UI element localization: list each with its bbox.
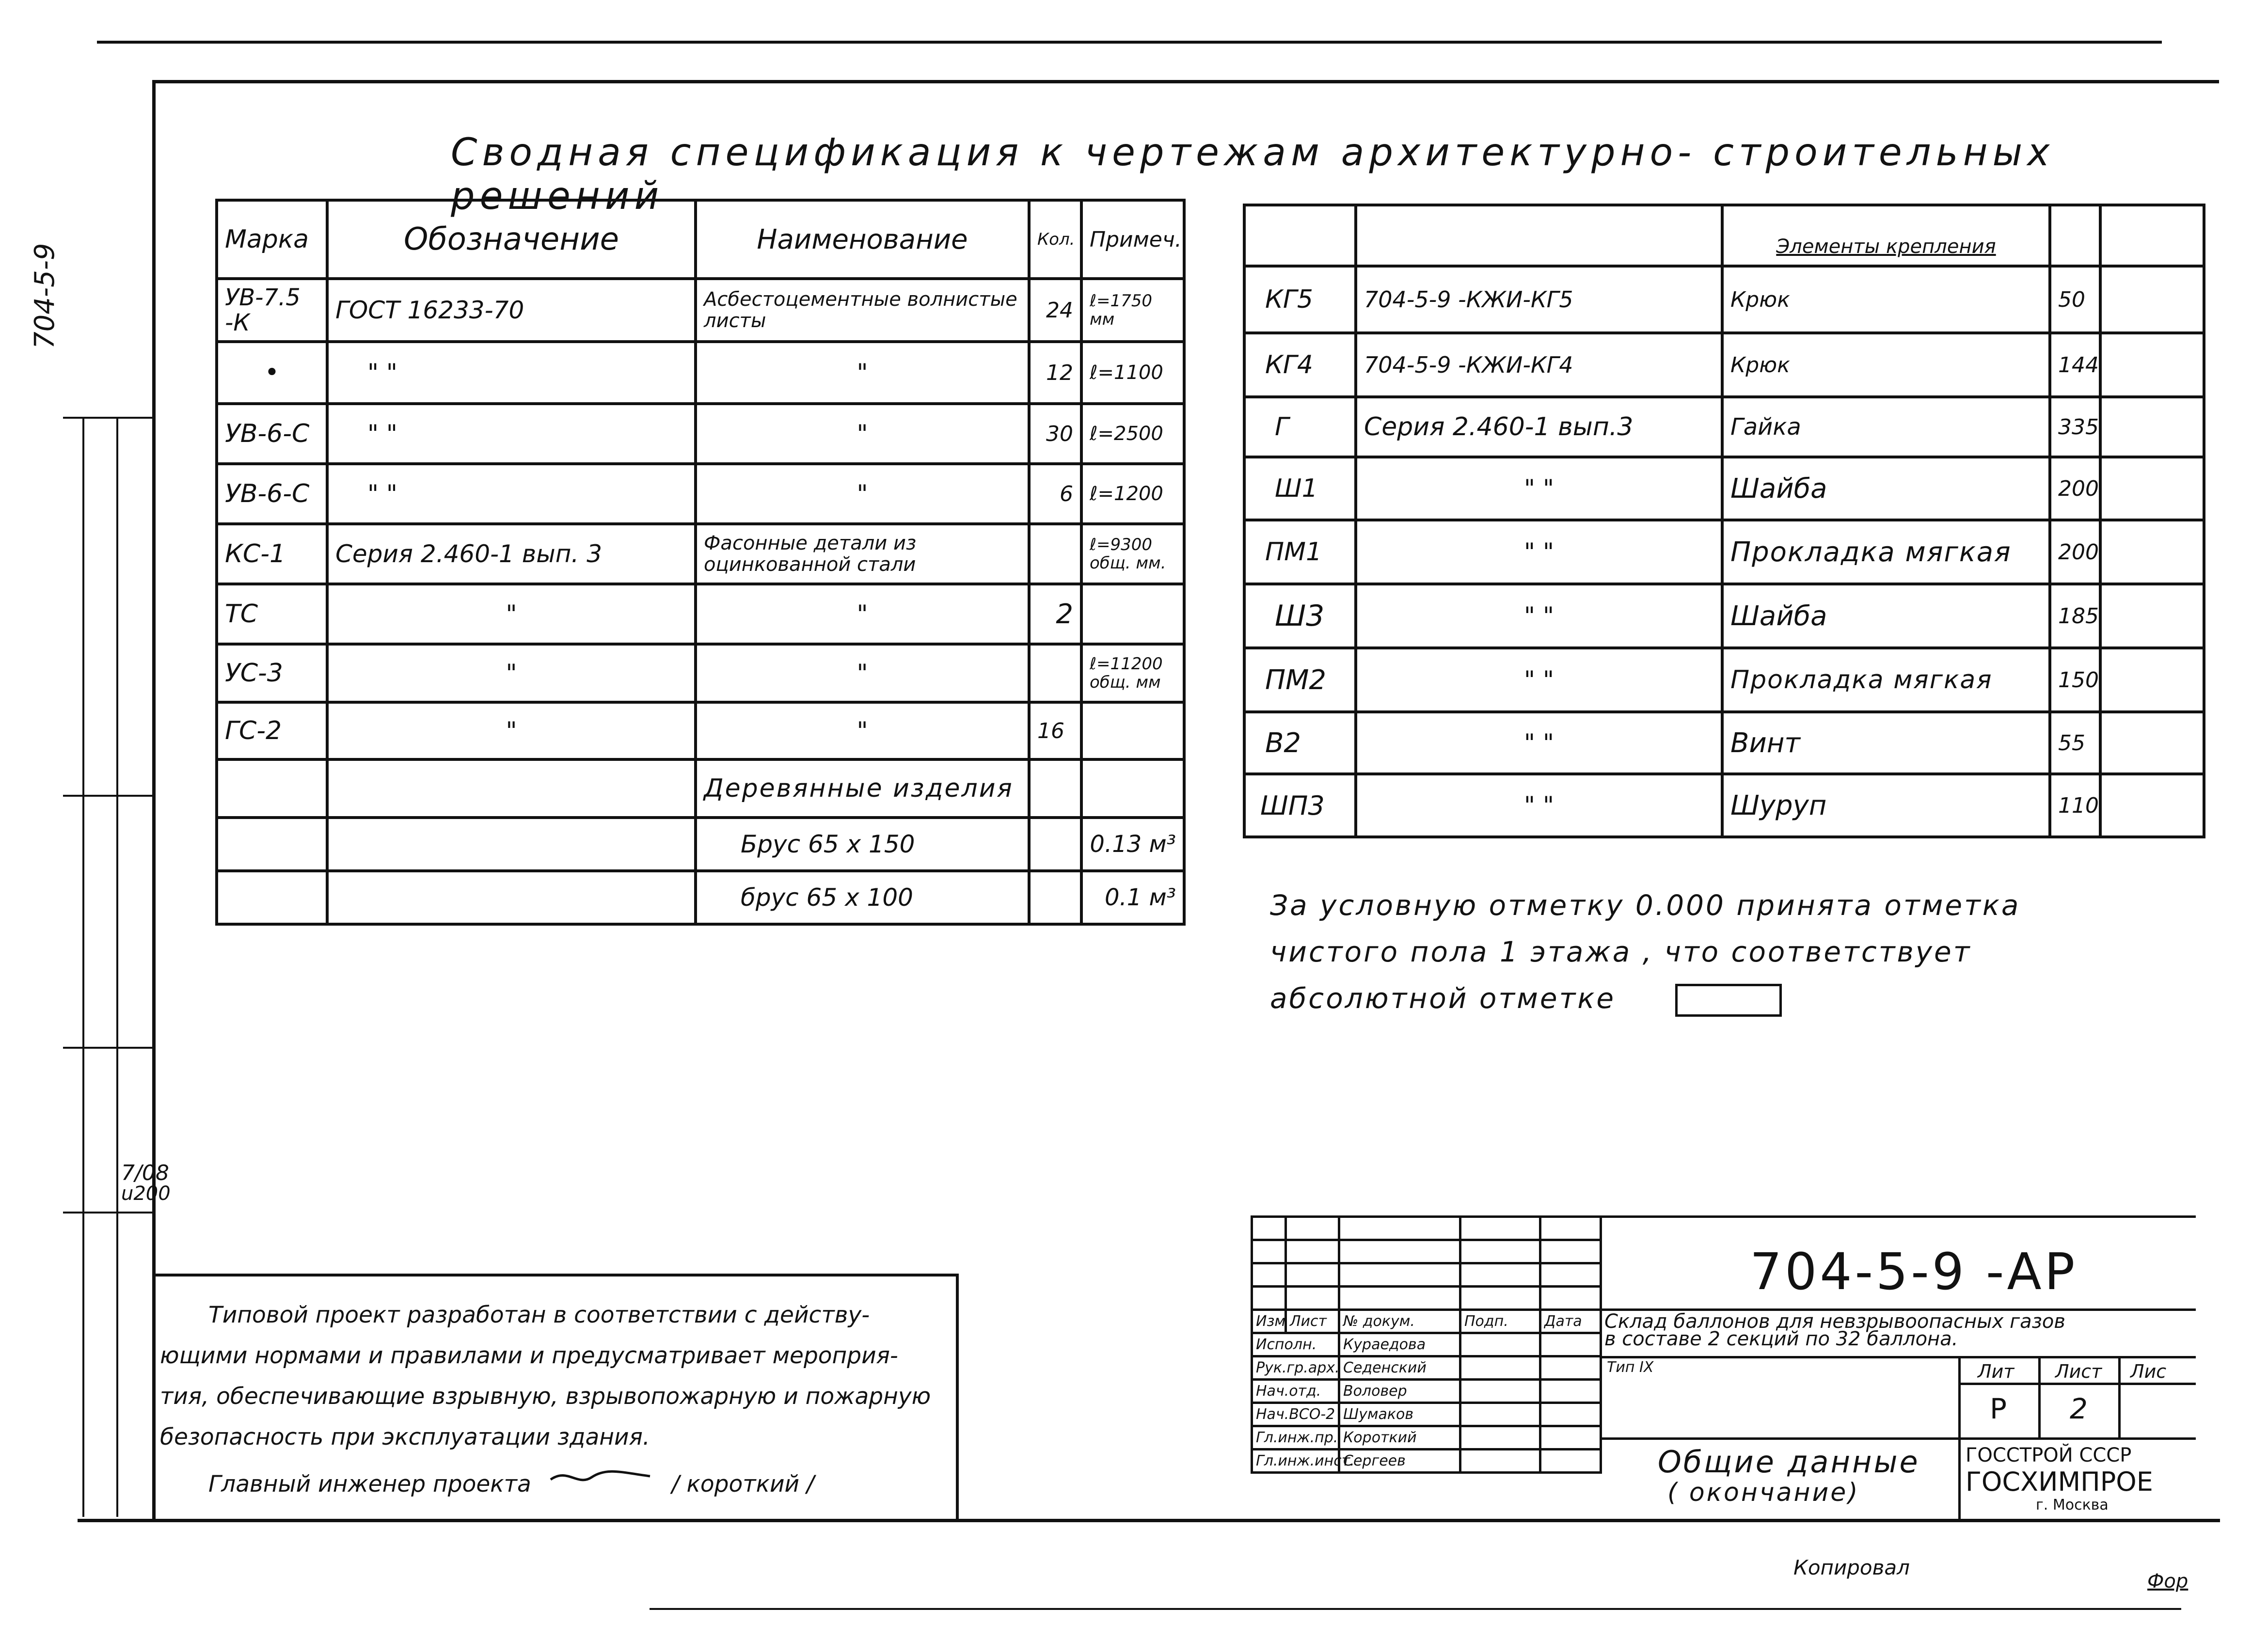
cell-mark: УВ-6-С xyxy=(217,404,327,464)
cell-mark: В2 xyxy=(1244,712,1356,774)
cell-mark: КГ5 xyxy=(1244,266,1356,333)
cell-name: Винт xyxy=(1722,712,2050,774)
stamp-role: Гл.инж.пр. xyxy=(1252,1426,1339,1450)
elevation-note-line3: абсолютной отметке xyxy=(1270,982,1616,1015)
cell-qty xyxy=(1029,524,1081,584)
stamp-signature xyxy=(1460,1426,1540,1450)
table-row xyxy=(217,464,1184,524)
stamp-code: 704-5-9 -АР xyxy=(1750,1242,2078,1301)
chief-engineer-label: Главный инженер проекта xyxy=(208,1471,531,1497)
cell-mark xyxy=(217,818,327,871)
elevation-note xyxy=(1270,882,2142,1022)
cell-name: " xyxy=(696,702,1029,759)
col-header-name: Наименование xyxy=(696,200,1029,279)
cell-qty: 150 xyxy=(2050,648,2100,712)
cell-qty: 50 xyxy=(2050,266,2100,333)
cell-name: Прокладка мягкая xyxy=(1722,648,2050,712)
cell-name: Брус 65 x 150 xyxy=(696,818,1029,871)
cell-designation: ГОСТ 16233-70 xyxy=(327,279,696,342)
stamp-vertical xyxy=(1958,1356,1961,1519)
cell-name: Шайба xyxy=(1722,457,2050,520)
lit-value: Р xyxy=(1990,1392,2007,1425)
format-label: Фор xyxy=(2147,1570,2189,1592)
cell-name: " xyxy=(696,644,1029,702)
sheet-value: 2 xyxy=(2070,1392,2088,1425)
table-row xyxy=(1244,333,2204,397)
col-header-mark: Марка xyxy=(217,200,327,279)
cell-note xyxy=(2100,457,2204,520)
cell-qty: 55 xyxy=(2050,712,2100,774)
elevation-note-line: За условную отметку 0.000 принята отметка xyxy=(1270,889,2021,922)
cell-designation: " " xyxy=(1356,774,1722,837)
stamp-col-header: Подп. xyxy=(1460,1310,1540,1333)
cell-qty: 144 xyxy=(2050,333,2100,397)
org-line2: ГОСХИМПРОЕ xyxy=(1966,1466,2153,1497)
binding-strip-divider xyxy=(63,417,155,419)
col-header-note: Примеч. xyxy=(1081,200,1184,279)
cell-mark: ГС-2 xyxy=(217,702,327,759)
stamp-col-header: Дата xyxy=(1540,1310,1601,1333)
cell-designation: Серия 2.460-1 вып.3 xyxy=(1356,397,1722,457)
copied-label: Копировал xyxy=(1793,1556,1910,1579)
stamp-object-line2: в составе 2 секций по 32 баллона. xyxy=(1604,1328,1958,1350)
stamp-role: Нач.ВСО-2 xyxy=(1252,1403,1339,1426)
cell-qty: 110 xyxy=(2050,774,2100,837)
cell-mark xyxy=(217,759,327,818)
cell-mark: Г xyxy=(1244,397,1356,457)
cell-designation xyxy=(327,871,696,924)
cell-name: Крюк xyxy=(1722,333,2050,397)
cell-designation: " " xyxy=(1356,520,1722,584)
stamp-divider xyxy=(1958,1383,2196,1385)
elevation-note-line: чистого пола 1 этажа , что соответствует xyxy=(1270,935,1972,968)
cell-note: 0.13 м³ xyxy=(1081,818,1184,871)
col-header-fasteners: Элементы крепления xyxy=(1722,205,2050,266)
table-row xyxy=(217,644,1184,702)
cell-mark: КС-1 xyxy=(217,524,327,584)
cell-name: Прокладка мягкая xyxy=(1722,520,2050,584)
stamp-person: Короткий xyxy=(1339,1426,1460,1450)
cell-mark: ПМ1 xyxy=(1244,520,1356,584)
cell-designation xyxy=(327,818,696,871)
stamp-person: Сергеев xyxy=(1339,1450,1460,1473)
cell-qty: 12 xyxy=(1029,342,1081,404)
cell-mark: • xyxy=(217,342,327,404)
cell-note xyxy=(2100,397,2204,457)
cell-qty xyxy=(1029,871,1081,924)
stamp-signature xyxy=(1460,1403,1540,1426)
cell-designation: " " xyxy=(1356,648,1722,712)
sheet-title-1: Общие данные xyxy=(1658,1444,1920,1480)
table-row xyxy=(1244,457,2204,520)
top-outer-line xyxy=(97,41,2162,44)
table-row xyxy=(217,818,1184,871)
cell-mark: ПМ2 xyxy=(1244,648,1356,712)
chief-engineer-line xyxy=(160,1463,955,1505)
col-header-designation: Обозначение xyxy=(327,200,696,279)
org-line1: ГОССТРОЙ СССР xyxy=(1966,1444,2132,1466)
binding-strip-line xyxy=(116,417,118,1517)
project-note-line: ющими нормами и правилами и предусматривает мероприя- xyxy=(160,1342,898,1369)
table-row xyxy=(1244,712,2204,774)
cell-name: Фасонные детали из оцинкованной стали xyxy=(696,524,1029,584)
cell-designation xyxy=(327,759,696,818)
sheet-label: Лист xyxy=(2055,1361,2102,1382)
cell-name: " xyxy=(696,584,1029,644)
cell-mark: ШП3 xyxy=(1244,774,1356,837)
frame-bottom-line xyxy=(78,1519,2220,1522)
cell-mark: ТС xyxy=(217,584,327,644)
cell-name: Асбестоцементные волнистые листы xyxy=(696,279,1029,342)
cell-note xyxy=(2100,333,2204,397)
table-row xyxy=(1244,397,2204,457)
cell-note: ℓ=1100 xyxy=(1081,342,1184,404)
cell-qty xyxy=(1029,818,1081,871)
cell-mark: Ш3 xyxy=(1244,584,1356,648)
stamp-vertical xyxy=(2118,1356,2121,1437)
spec-table-right xyxy=(1243,204,2205,838)
cell-note xyxy=(2100,712,2204,774)
stamp-role: Рук.гр.арх. xyxy=(1252,1356,1339,1380)
side-sub: u200 xyxy=(121,1182,171,1205)
cell-note: ℓ=2500 xyxy=(1081,404,1184,464)
cell-designation: Серия 2.460-1 вып. 3 xyxy=(327,524,696,584)
cell-note xyxy=(2100,584,2204,648)
col-header-empty xyxy=(1244,205,1356,266)
cell-name: Гайка xyxy=(1722,397,2050,457)
cell-designation: " " xyxy=(327,464,696,524)
cell-designation: " xyxy=(327,702,696,759)
stamp-object-line1: Склад баллонов для невзрывоопасных газов xyxy=(1604,1310,2065,1333)
cell-designation: " " xyxy=(1356,712,1722,774)
stamp-col-header: Изм xyxy=(1252,1310,1286,1333)
signature-mark xyxy=(548,1463,655,1505)
cell-qty: 16 xyxy=(1029,702,1081,759)
table-row xyxy=(217,279,1184,342)
col-header-empty xyxy=(2100,205,2204,266)
cell-qty: 30 xyxy=(1029,404,1081,464)
stamp-role: Исполн. xyxy=(1252,1333,1339,1356)
cell-note: ℓ=11200 общ. мм xyxy=(1081,644,1184,702)
stamp-col-header: № докум. xyxy=(1339,1310,1460,1333)
stamp-signature xyxy=(1460,1356,1540,1380)
cell-qty: 200 xyxy=(2050,457,2100,520)
cell-mark: УВ-6-С xyxy=(217,464,327,524)
stamp-signature xyxy=(1460,1333,1540,1356)
cell-designation: " " xyxy=(327,342,696,404)
col-header-empty xyxy=(2050,205,2100,266)
binding-strip-divider xyxy=(63,1047,155,1049)
cell-mark: УС-3 xyxy=(217,644,327,702)
cell-note: 0.1 м³ xyxy=(1081,871,1184,924)
binding-strip-divider xyxy=(63,795,155,797)
cell-name: Крюк xyxy=(1722,266,2050,333)
cell-designation: 704-5-9 -КЖИ-КГ5 xyxy=(1356,266,1722,333)
side-code: 704-5-9 xyxy=(29,243,61,349)
cell-mark: КГ4 xyxy=(1244,333,1356,397)
cell-note xyxy=(1081,702,1184,759)
table-row xyxy=(217,584,1184,644)
table-row xyxy=(217,702,1184,759)
project-note-line: безопасность при эксплуатации здания. xyxy=(160,1424,650,1450)
page-title: Сводная спецификация к чертежам архитектурно- строительных решений xyxy=(451,131,2055,218)
lit-label: Лит xyxy=(1978,1361,2014,1382)
binding-strip-divider xyxy=(63,1212,155,1213)
absolute-elevation-box xyxy=(1675,984,1782,1017)
cell-name: " xyxy=(696,464,1029,524)
cell-note: ℓ=9300 общ. мм. xyxy=(1081,524,1184,584)
stamp-vertical xyxy=(2038,1356,2041,1437)
sheets-label: Лис xyxy=(2130,1361,2167,1382)
cell-name: брус 65 x 100 xyxy=(696,871,1029,924)
project-note-line: тия, обеспечивающие взрывную, взрывопожарную и пожарную xyxy=(160,1383,931,1410)
stamp-person: Воловер xyxy=(1339,1380,1460,1403)
stamp-divider xyxy=(1600,1437,2196,1440)
revision-grid xyxy=(1251,1215,1602,1474)
cell-name: " xyxy=(696,342,1029,404)
table-row xyxy=(217,342,1184,404)
stamp-role: Гл.инж.инст. xyxy=(1252,1450,1339,1473)
stamp-signature xyxy=(1460,1380,1540,1403)
frame-top-line xyxy=(154,80,2219,83)
cell-designation: " xyxy=(327,584,696,644)
table-row xyxy=(1244,774,2204,837)
cell-qty: 185 xyxy=(2050,584,2100,648)
cell-note xyxy=(1081,759,1184,818)
col-header-empty xyxy=(1356,205,1722,266)
cell-name: Шуруп xyxy=(1722,774,2050,837)
stamp-tip: Тип IX xyxy=(1607,1359,1654,1376)
binding-strip-line xyxy=(82,417,84,1517)
stamp-person: Шумаков xyxy=(1339,1403,1460,1426)
spec-table-left xyxy=(215,199,1186,926)
stamp-role: Нач.отд. xyxy=(1252,1380,1339,1403)
bottom-outer-line xyxy=(650,1608,2181,1610)
cell-qty xyxy=(1029,644,1081,702)
table-row xyxy=(217,759,1184,818)
stamp-col-header: Лист xyxy=(1286,1310,1339,1333)
cell-note xyxy=(2100,648,2204,712)
cell-note xyxy=(1081,584,1184,644)
stamp-person: Седенский xyxy=(1339,1356,1460,1380)
org-line3: г. Москва xyxy=(2036,1497,2109,1513)
stamp-divider xyxy=(1600,1356,2196,1358)
table-row xyxy=(217,524,1184,584)
cell-qty: 2 xyxy=(1029,584,1081,644)
cell-qty: 200 xyxy=(2050,520,2100,584)
cell-mark: УВ-7.5 -К xyxy=(217,279,327,342)
title-block xyxy=(1251,1215,2196,1519)
cell-name: Шайба xyxy=(1722,584,2050,648)
table-row xyxy=(217,404,1184,464)
elevation-note-line xyxy=(1270,975,2142,1022)
cell-mark xyxy=(217,871,327,924)
project-note-line: Типовой проект разработан в соответствии с действу- xyxy=(208,1302,870,1328)
cell-designation: " " xyxy=(1356,457,1722,520)
table-row xyxy=(1244,520,2204,584)
stamp-person: Кураедова xyxy=(1339,1333,1460,1356)
cell-name: Деревянные изделия xyxy=(696,759,1029,818)
cell-qty: 24 xyxy=(1029,279,1081,342)
cell-name: " xyxy=(696,404,1029,464)
side-label: 7/08 xyxy=(121,1161,169,1185)
cell-note xyxy=(2100,520,2204,584)
table-row xyxy=(1244,648,2204,712)
cell-qty: 335 xyxy=(2050,397,2100,457)
cell-qty xyxy=(1029,759,1081,818)
sheet-title-2: ( окончание) xyxy=(1667,1478,1860,1507)
table-row xyxy=(1244,584,2204,648)
cell-note xyxy=(2100,266,2204,333)
table-row xyxy=(217,871,1184,924)
chief-engineer-name: / короткий / xyxy=(671,1471,814,1497)
cell-note xyxy=(2100,774,2204,837)
col-header-qty: Кол. xyxy=(1029,200,1081,279)
cell-designation: " xyxy=(327,644,696,702)
stamp-signature xyxy=(1460,1450,1540,1473)
cell-qty: 6 xyxy=(1029,464,1081,524)
cell-note: ℓ=1750 мм xyxy=(1081,279,1184,342)
cell-designation: 704-5-9 -КЖИ-КГ4 xyxy=(1356,333,1722,397)
cell-designation: " " xyxy=(1356,584,1722,648)
project-note xyxy=(160,1295,955,1505)
cell-note: ℓ=1200 xyxy=(1081,464,1184,524)
cell-mark: Ш1 xyxy=(1244,457,1356,520)
cell-designation: " " xyxy=(327,404,696,464)
table-row xyxy=(1244,266,2204,333)
